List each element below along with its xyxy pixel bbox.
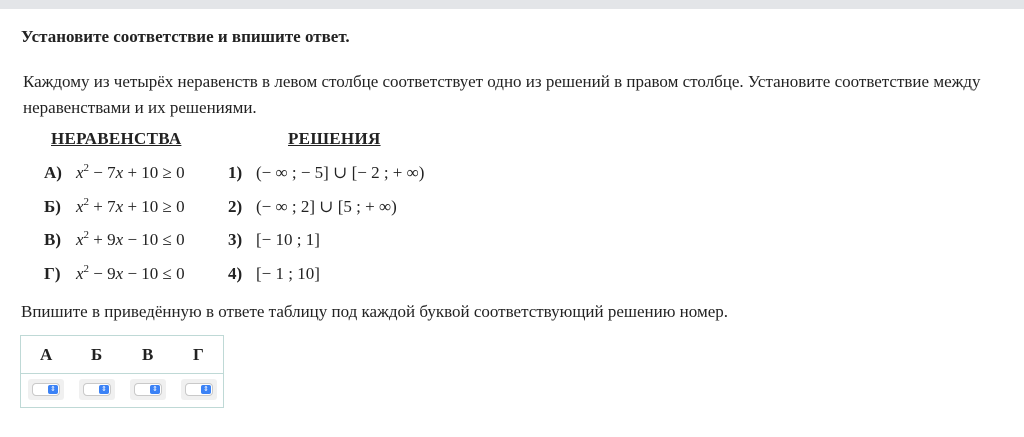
solution-number: 2)	[228, 197, 243, 216]
task-intro: Каждому из четырёх неравенств в левом столбце соответствует одно из решений в правом столбце. Установите соответствие между неравенствами и их решениями.	[23, 72, 981, 117]
top-bar	[0, 0, 1024, 9]
match-row	[0, 230, 1024, 254]
chevron-up-down-icon: ⇕	[48, 385, 58, 394]
inequality-letter: Б)	[44, 197, 61, 216]
task-heading: Установите соответствие и впишите ответ.	[21, 27, 350, 46]
answer-select-b[interactable]	[79, 379, 115, 400]
inequality-expression: $x^2 - 7x + 10 \ge 0$	[76, 162, 185, 182]
inequality-expression: $x^2 + 9x - 10 \le 0$	[76, 229, 185, 249]
solution-interval: (− ∞ ; − 5] ∪ [− 2 ; + ∞)	[256, 163, 425, 182]
inequality-letter: В)	[44, 230, 61, 249]
solutions-column-header: РЕШЕНИЯ	[288, 129, 381, 148]
solution-number: 4)	[228, 264, 243, 283]
chevron-up-down-icon: ⇕	[150, 385, 160, 394]
inequality-expression: $x^2 - 9x - 10 \le 0$	[76, 263, 185, 283]
solution-interval: [− 10 ; 1]	[256, 230, 320, 249]
match-row	[0, 264, 1024, 288]
answer-column-letter: Г	[193, 345, 204, 364]
answer-table	[20, 335, 224, 408]
inequality-expression: $x^2 + 7x + 10 \ge 0$	[76, 196, 185, 216]
answer-select-field[interactable]	[32, 383, 60, 396]
solution-interval: (− ∞ ; 2] ∪ [5 ; + ∞)	[256, 197, 397, 216]
answer-column-letter: В	[142, 345, 154, 364]
chevron-up-down-icon: ⇕	[99, 385, 109, 394]
answer-column-letter: А	[40, 345, 53, 364]
match-row	[0, 163, 1024, 187]
solution-number: 1)	[228, 163, 243, 182]
inequality-letter: А)	[44, 163, 62, 182]
answer-instruction: Впишите в приведённую в ответе таблицу под каждой буквой соответствующий решению номер.	[21, 302, 729, 321]
answer-select-a[interactable]	[28, 379, 64, 400]
chevron-up-down-icon: ⇕	[201, 385, 211, 394]
solution-number: 3)	[228, 230, 243, 249]
answer-select-field[interactable]	[83, 383, 111, 396]
answer-select-v[interactable]	[130, 379, 166, 400]
answer-column-letter: Б	[91, 345, 103, 364]
answer-table-divider	[21, 373, 223, 374]
answer-select-g[interactable]	[181, 379, 217, 400]
match-row	[0, 197, 1024, 221]
answer-select-field[interactable]	[134, 383, 162, 396]
inequalities-column-header: НЕРАВЕНСТВА	[51, 129, 182, 148]
solution-interval: [− 1 ; 10]	[256, 264, 320, 283]
inequality-letter: Г)	[44, 264, 61, 283]
answer-select-field[interactable]	[185, 383, 213, 396]
